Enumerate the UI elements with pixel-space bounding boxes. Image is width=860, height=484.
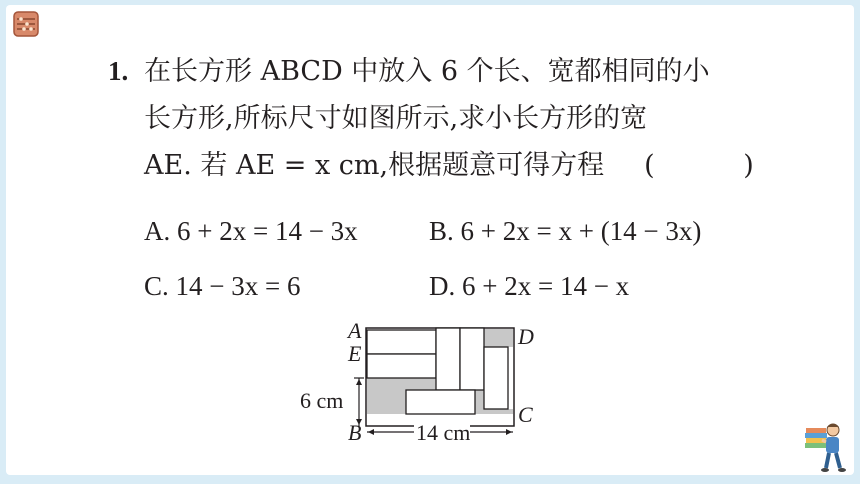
question-line-3-text: AE. 若 AE = x cm,根据题意可得方程 — [144, 150, 605, 181]
answer-blank: ( ) — [644, 150, 794, 181]
small-rectangle-2 — [367, 354, 436, 378]
shaded-region-top-right — [484, 329, 513, 347]
question-line-3 — [108, 142, 794, 189]
small-rectangle-1 — [367, 330, 436, 354]
width-label: 14 cm — [416, 420, 471, 445]
question-number: 1. — [108, 56, 129, 86]
label-e: E — [348, 341, 362, 366]
question-line-1 — [108, 48, 788, 95]
question-line-2: 长方形,所标尺寸如图所示,求小长方形的宽 — [144, 103, 648, 134]
question-text — [108, 48, 794, 189]
label-c: C — [518, 402, 533, 427]
small-rectangle-3 — [436, 328, 460, 390]
option-a: A. 6 + 2x = 14 − 3x — [144, 216, 358, 246]
abacus-icon — [12, 10, 40, 38]
small-rectangle-5 — [484, 347, 508, 409]
label-a: A — [348, 318, 362, 343]
height-label: 6 cm — [300, 388, 344, 413]
small-rectangle-4 — [460, 328, 484, 390]
child-carrying-books-icon — [800, 420, 850, 476]
option-b: B. 6 + 2x = x + (14 − 3x) — [429, 216, 702, 246]
label-b: B — [348, 420, 362, 445]
label-d: D — [518, 324, 534, 349]
small-rectangle-6 — [406, 390, 475, 414]
option-c: C. 14 − 3x = 6 — [144, 271, 301, 301]
question-line-1-text: 在长方形 ABCD 中放入 6 个长、宽都相同的小 — [144, 56, 710, 87]
option-d: D. 6 + 2x = 14 − x — [429, 271, 630, 301]
rectangle-figure — [296, 318, 546, 448]
